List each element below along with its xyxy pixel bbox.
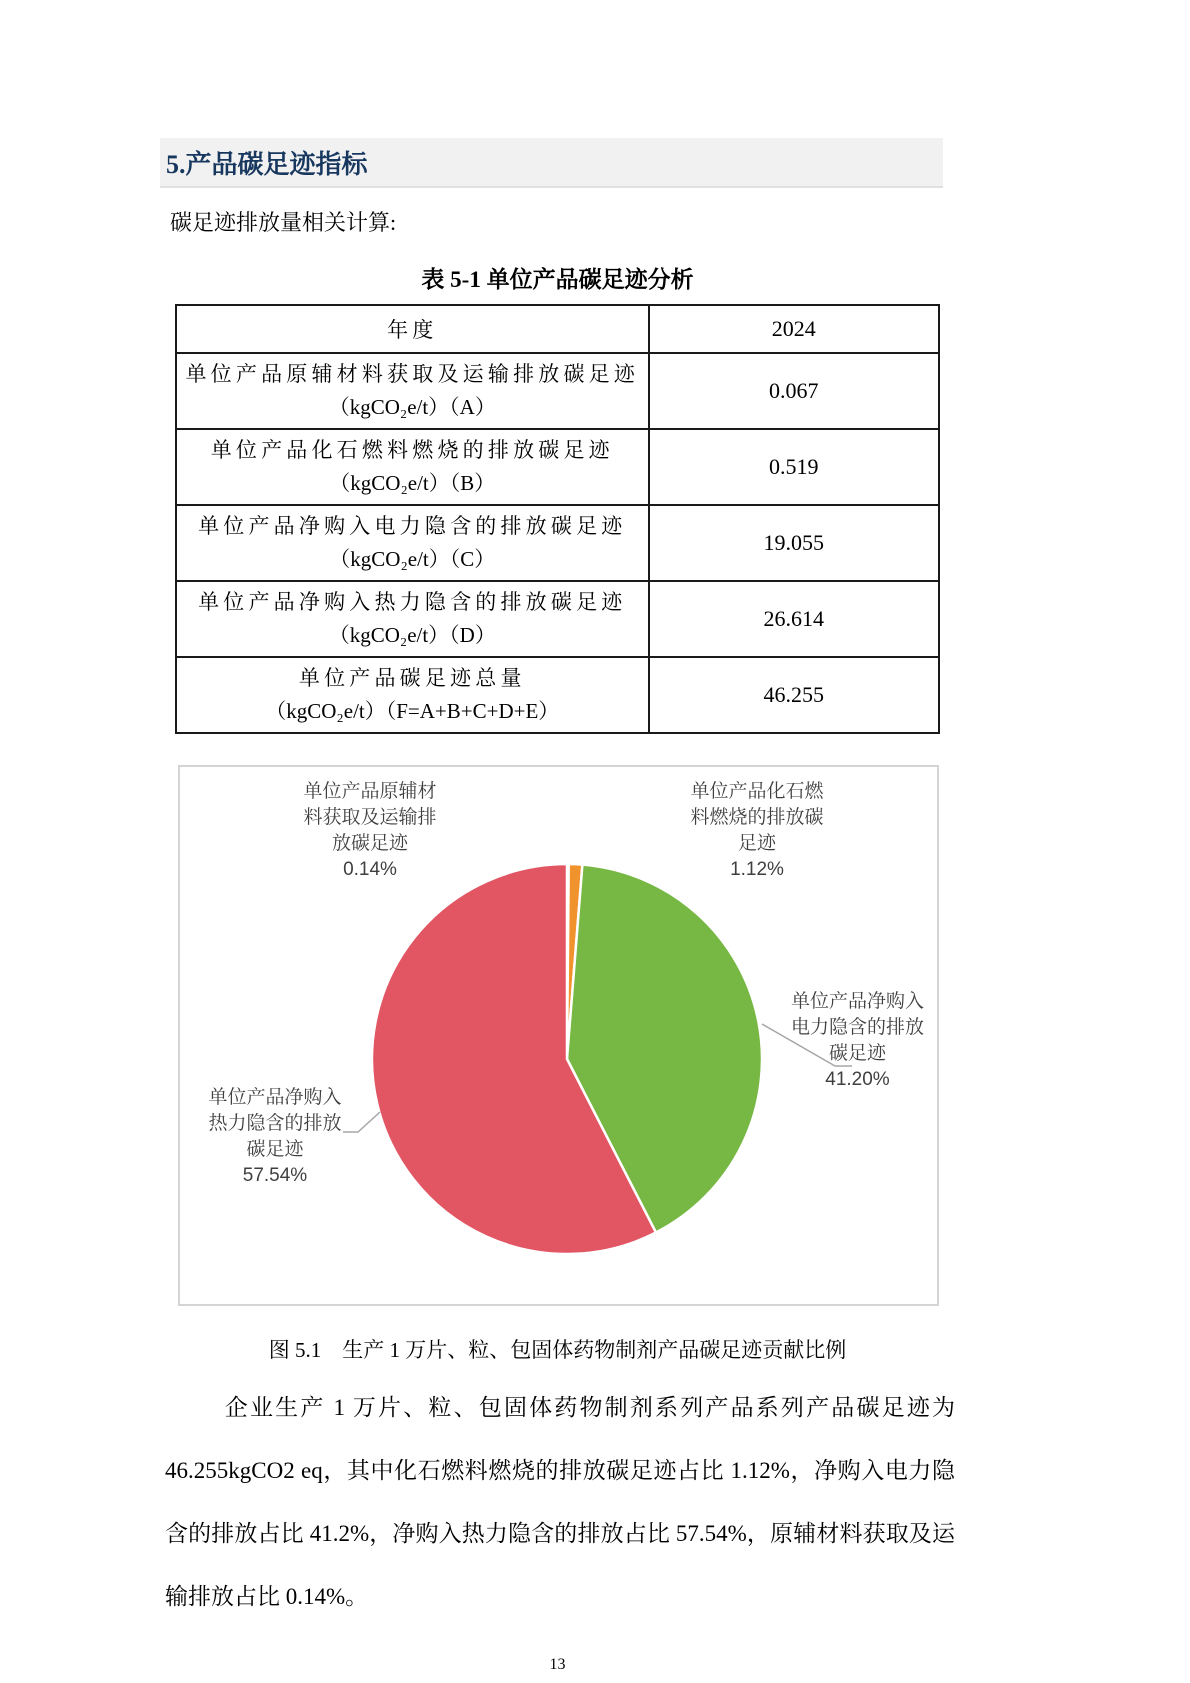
pie-label-line: 单位产品净购入 [790,991,924,1012]
pie-label-line: 料燃烧的排放碳 [690,807,824,828]
section-heading-bar [160,138,943,188]
row-label-line2: （kgCO₂e/t）（D） [328,623,496,647]
document-content [160,138,955,1674]
pie-label-percent: 41.20% [825,1069,890,1090]
row-label-line2: （kgCO₂e/t）（B） [329,471,496,495]
pie-slices [372,864,762,1254]
body-paragraph: 企业生产 1 万片、粒、包固体药物制剂系列产品系列产品碳足迹为 46.255kgCO2 eq，其中化石燃料燃烧的排放碳足迹占比 1.12%，净购入电力隐含的排放占比 41.2%，净购入热力隐含的排放占比 57.54%，原辅材料获取及运输排放占比 0.14%。 [165,1395,955,1609]
table-row-heat [176,581,939,657]
pie-label-line: 碳足迹 [828,1043,886,1064]
carbon-footprint-table [175,304,940,734]
table-row-total [176,657,939,733]
pie-label-line: 热力隐含的排放 [208,1113,342,1134]
row-label-line1: 单位产品净购入电力隐含的排放碳足迹 [198,514,627,538]
pie-label-line: 单位产品化石燃 [690,781,824,802]
chart-panel [178,765,939,1306]
pie-label-electricity [780,989,935,1093]
page-number: 13 [549,1656,566,1673]
row-label-line1: 单位产品化石燃料燃烧的排放碳足迹 [210,438,614,462]
row-value: 26.614 [649,581,939,657]
row-label-line2: （kgCO₂e/t）（F=A+B+C+D+E） [265,699,560,723]
table-row-fossil-fuel [176,429,939,505]
pie-label-line: 碳足迹 [246,1139,304,1160]
table-header-row [176,305,939,353]
pie-label-heat [190,1085,360,1189]
row-value: 0.519 [649,429,939,505]
row-label-line1: 单位产品原辅材料获取及运输排放碳足迹 [185,362,640,386]
row-label-line1: 单位产品净购入热力隐含的排放碳足迹 [198,590,627,614]
intro-text: 碳足迹排放量相关计算: [170,210,397,235]
pie-label-line: 足迹 [737,833,776,854]
figure-caption: 图 5.1 生产 1 万片、粒、包固体药物制剂产品碳足迹贡献比例 [268,1338,847,1362]
pie-label-line: 单位产品净购入 [208,1087,342,1108]
row-label-line2: （kgCO₂e/t）（A） [328,395,496,419]
row-label-line2: （kgCO₂e/t）（C） [329,547,496,571]
pie-label-percent: 1.12% [730,859,784,880]
table-row-materials [176,353,939,429]
pie-label-line: 放碳足迹 [331,833,408,854]
table-title: 表 5-1 单位产品碳足迹分析 [421,267,694,292]
row-value: 0.067 [649,353,939,429]
pie-label-materials [275,779,465,883]
table-row-electricity [176,505,939,581]
row-value: 46.255 [649,657,939,733]
pie-label-line: 单位产品原辅材 [303,781,437,802]
year-value-cell: 2024 [649,305,939,353]
row-value: 19.055 [649,505,939,581]
section-title: 5.产品碳足迹指标 [166,149,368,179]
pie-label-percent: 0.14% [343,859,397,880]
pie-label-line: 料获取及运输排 [303,807,437,828]
pie-label-fossil-fuel [662,779,852,883]
row-label-line1: 单位产品碳足迹总量 [298,666,526,690]
pie-label-percent: 57.54% [242,1165,308,1186]
year-header-cell: 年度 [176,305,649,353]
pie-label-line: 电力隐含的排放 [790,1017,924,1038]
